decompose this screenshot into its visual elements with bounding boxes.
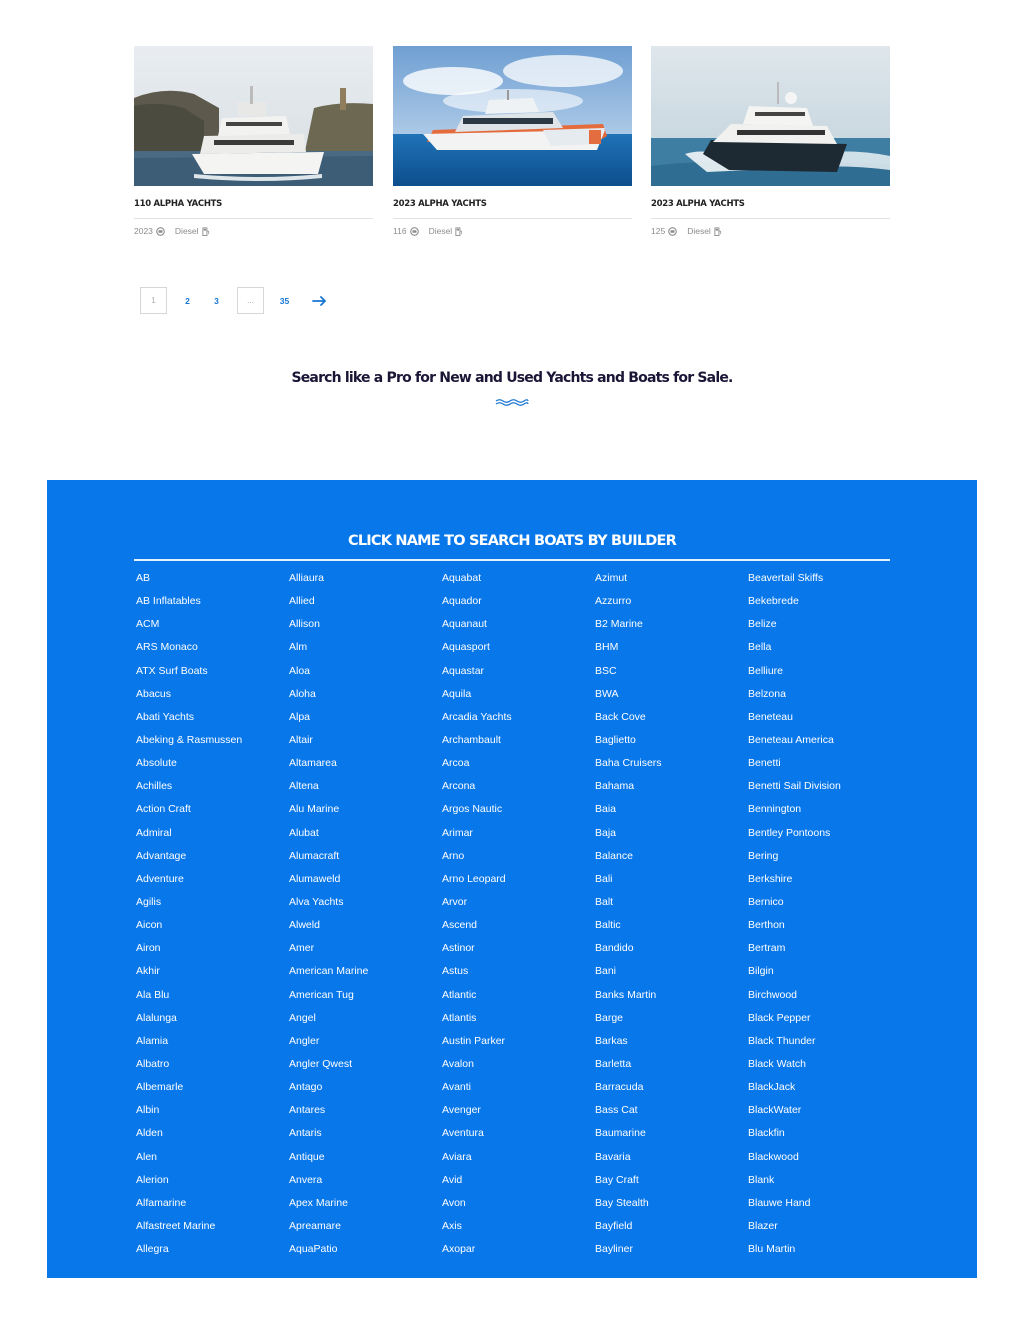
builder-link[interactable]: Bernico <box>748 895 784 908</box>
builder-link[interactable]: Baha Cruisers <box>595 757 662 770</box>
builder-link[interactable]: Blauwe Hand <box>748 1196 811 1209</box>
builder-link[interactable]: Aicon <box>136 919 163 932</box>
builder-link[interactable]: Bilgin <box>748 965 774 978</box>
builder-link[interactable]: Alerion <box>136 1173 169 1186</box>
builder-link[interactable]: Belzona <box>748 687 786 700</box>
builder-link[interactable]: Belliure <box>748 664 784 677</box>
fuel-pump-icon <box>714 227 722 236</box>
builder-link[interactable]: Alweld <box>289 919 320 932</box>
builder-link[interactable]: Ascend <box>442 919 478 932</box>
builder-link[interactable]: Arcadia Yachts <box>442 710 512 723</box>
builder-link[interactable]: Beneteau America <box>748 733 834 746</box>
builder-link[interactable]: Ala Blu <box>136 988 170 1001</box>
builder-link[interactable]: Admiral <box>136 826 172 839</box>
builder-link[interactable]: Bani <box>595 965 617 978</box>
builder-column <box>595 571 745 1265</box>
engine-icon <box>668 227 677 236</box>
builder-link[interactable]: Bandido <box>595 942 634 955</box>
builder-link[interactable]: Avon <box>442 1196 466 1209</box>
builder-link[interactable]: Arcoa <box>442 757 470 770</box>
listing-title[interactable]: 110 ALPHA YACHTS <box>134 199 222 209</box>
builder-link[interactable]: Alliaura <box>289 572 325 584</box>
builder-link[interactable]: Alpa <box>289 710 311 723</box>
builder-link[interactable]: Argos Nautic <box>442 803 503 816</box>
builder-link[interactable]: Bella <box>748 641 772 654</box>
builder-link[interactable]: Baja <box>595 826 617 839</box>
builder-link[interactable]: Apex Marine <box>289 1196 348 1209</box>
divider <box>134 218 373 219</box>
builder-link[interactable]: Arno <box>442 849 465 862</box>
builder-link[interactable]: Aquanaut <box>442 618 487 631</box>
builder-link[interactable]: Alden <box>136 1127 163 1140</box>
builder-link[interactable]: Bayliner <box>595 1243 633 1256</box>
builder-link[interactable]: Bali <box>595 872 613 885</box>
builder-link[interactable]: Baia <box>595 803 617 816</box>
listing-card[interactable] <box>134 46 373 237</box>
builder-link[interactable]: Aloa <box>289 664 311 677</box>
builder-link[interactable]: Albemarle <box>136 1081 184 1094</box>
listing-card[interactable] <box>393 46 632 237</box>
builder-link[interactable]: Belize <box>748 618 777 631</box>
builder-link[interactable]: Bass Cat <box>595 1104 638 1117</box>
builder-link[interactable]: BWA <box>595 687 619 700</box>
builder-link[interactable]: Berkshire <box>748 872 793 885</box>
builder-link[interactable]: BlackWater <box>748 1104 802 1117</box>
builder-link[interactable]: Aviara <box>442 1150 472 1163</box>
builder-link[interactable]: Alva Yachts <box>289 895 344 908</box>
builder-link[interactable]: Abati Yachts <box>136 710 194 723</box>
builder-link[interactable]: Black Pepper <box>748 1011 811 1024</box>
builder-link[interactable]: American Tug <box>289 988 354 1001</box>
builder-link[interactable]: Allied <box>289 595 315 608</box>
builder-link[interactable]: Alalunga <box>136 1011 177 1024</box>
builder-link[interactable]: Barkas <box>595 1034 628 1047</box>
builder-link[interactable]: Azimut <box>595 572 628 584</box>
fuel-value: Diesel <box>687 226 711 236</box>
builder-link[interactable]: BlackJack <box>748 1081 796 1094</box>
builder-link[interactable]: Absolute <box>136 757 177 770</box>
wave-divider-icon <box>495 398 529 406</box>
builder-link[interactable]: Bahama <box>595 780 635 793</box>
builder-link[interactable]: Barletta <box>595 1057 632 1070</box>
builder-link[interactable]: Benetti Sail Division <box>748 780 841 793</box>
listing-card[interactable] <box>651 46 890 237</box>
builder-column <box>289 571 439 1265</box>
builder-link[interactable]: Baltic <box>595 919 621 932</box>
builder-link[interactable]: Blu Martin <box>748 1243 796 1256</box>
builder-link[interactable]: Arimar <box>442 826 473 839</box>
builder-directory-title: CLICK NAME TO SEARCH BOATS BY BUILDER <box>347 533 676 549</box>
page-current: 1 <box>140 287 167 314</box>
builder-link[interactable]: Abacus <box>136 687 172 700</box>
builder-link[interactable]: Alumaweld <box>289 872 341 885</box>
builder-link[interactable]: Black Watch <box>748 1057 806 1070</box>
engine-icon <box>410 227 419 236</box>
builder-link[interactable]: Arvor <box>442 895 468 908</box>
builder-link[interactable]: Agilis <box>136 895 162 908</box>
page-link-2[interactable]: 2 <box>185 295 190 306</box>
builder-link[interactable]: Altair <box>289 733 313 746</box>
builder-column <box>442 571 592 1265</box>
builder-link[interactable]: Astus <box>442 965 469 978</box>
builder-link[interactable]: Baglietto <box>595 733 636 746</box>
builder-column <box>748 571 898 1265</box>
builder-link[interactable]: Axis <box>442 1219 462 1232</box>
builder-link[interactable]: Bentley Pontoons <box>748 826 831 839</box>
builder-link[interactable]: Avenger <box>442 1104 481 1117</box>
builder-link[interactable]: Barge <box>595 1011 624 1024</box>
builder-link[interactable]: Bay Stealth <box>595 1196 649 1209</box>
builder-link[interactable]: Baumarine <box>595 1127 646 1140</box>
builder-link[interactable]: Archambault <box>442 733 501 746</box>
builder-link[interactable]: Allegra <box>136 1243 169 1256</box>
builder-link[interactable]: Antique <box>289 1150 325 1163</box>
divider <box>134 559 890 561</box>
builder-link[interactable]: Azzurro <box>595 595 632 608</box>
divider <box>393 218 632 219</box>
builder-link[interactable]: Apreamare <box>289 1219 341 1232</box>
yacht-photo[interactable] <box>134 46 373 186</box>
builder-link[interactable]: ARS Monaco <box>136 641 198 654</box>
builder-link[interactable]: Birchwood <box>748 988 798 1001</box>
builder-link[interactable]: Angler <box>289 1034 320 1047</box>
listing-spec <box>393 225 419 237</box>
builder-link[interactable]: Barracuda <box>595 1081 644 1094</box>
builder-link[interactable]: Alubat <box>289 826 319 839</box>
listing-specs <box>651 225 890 237</box>
builder-link[interactable]: Beavertail Skiffs <box>748 572 824 584</box>
builder-link[interactable]: Atlantic <box>442 988 477 1001</box>
builder-link[interactable]: Aquila <box>442 687 472 700</box>
builder-link[interactable]: AquaPatio <box>289 1243 338 1256</box>
builder-link[interactable]: BHM <box>595 641 619 654</box>
builder-link[interactable]: ATX Surf Boats <box>136 664 208 677</box>
builder-link[interactable]: Banks Martin <box>595 988 657 1001</box>
listing-fuel <box>687 225 722 237</box>
builder-link[interactable]: Avid <box>442 1173 463 1186</box>
builder-link[interactable]: Aquasport <box>442 641 490 654</box>
builder-link[interactable]: Aquastar <box>442 664 485 677</box>
builder-link[interactable]: Avanti <box>442 1081 471 1094</box>
spec-value: 116 <box>393 226 407 236</box>
builder-link[interactable]: Anvera <box>289 1173 323 1186</box>
builder-link[interactable]: Albin <box>136 1104 160 1117</box>
builder-link[interactable]: Antago <box>289 1081 323 1094</box>
page-ellipsis: ... <box>237 287 264 314</box>
builder-link[interactable]: Altena <box>289 780 319 793</box>
builder-link[interactable]: Alm <box>289 641 308 654</box>
builder-link[interactable]: Arno Leopard <box>442 872 506 885</box>
builder-link[interactable]: Antares <box>289 1104 326 1117</box>
builder-link[interactable]: Balance <box>595 849 633 862</box>
builder-link[interactable]: Blackwood <box>748 1150 799 1163</box>
listing-specs <box>134 225 373 237</box>
divider <box>651 218 890 219</box>
spec-value: 125 <box>651 226 666 236</box>
builder-link[interactable]: Airon <box>136 942 161 955</box>
builder-link[interactable]: Advantage <box>136 849 187 862</box>
builder-link[interactable]: Berthon <box>748 919 785 932</box>
builder-link[interactable]: Astinor <box>442 942 475 955</box>
listing-spec <box>134 225 165 237</box>
builder-link[interactable]: Beneteau <box>748 710 793 723</box>
builder-link[interactable]: Antaris <box>289 1127 322 1140</box>
section-heading: Search like a Pro for New and Used Yachts and Boats for Sale. <box>291 370 733 386</box>
yacht-photo[interactable] <box>393 46 632 186</box>
builder-link[interactable]: Arcona <box>442 780 476 793</box>
builder-link[interactable]: Alamia <box>136 1034 169 1047</box>
spec-value: 2023 <box>134 226 153 236</box>
builder-link[interactable]: Angel <box>289 1011 316 1024</box>
builder-link[interactable]: Adventure <box>136 872 184 885</box>
builder-link[interactable]: Bennington <box>748 803 802 816</box>
builder-link[interactable]: Axopar <box>442 1243 476 1256</box>
listing-fuel <box>429 225 464 237</box>
builder-directory <box>47 480 977 1278</box>
builder-link[interactable]: Bering <box>748 849 779 862</box>
yacht-photo[interactable] <box>651 46 890 186</box>
engine-icon <box>156 227 165 236</box>
fuel-pump-icon <box>455 227 463 236</box>
builder-link[interactable]: Back Cove <box>595 710 646 723</box>
builder-link[interactable]: Angler Qwest <box>289 1057 353 1070</box>
page-link-last[interactable]: 35 <box>279 295 290 306</box>
pagination <box>140 287 334 314</box>
builder-link[interactable]: Bekebrede <box>748 595 799 608</box>
builder-link[interactable]: Blackfin <box>748 1127 785 1140</box>
builder-link[interactable]: Blazer <box>748 1219 778 1232</box>
builder-link[interactable]: Benetti <box>748 757 781 770</box>
next-page-button[interactable] <box>304 287 334 314</box>
listing-title[interactable]: 2023 ALPHA YACHTS <box>651 199 745 209</box>
builder-link[interactable]: American Marine <box>289 965 369 978</box>
builder-link[interactable]: Allison <box>289 618 320 631</box>
builder-link[interactable]: Alu Marine <box>289 803 340 816</box>
builder-link[interactable]: Achilles <box>136 780 173 793</box>
builder-link[interactable]: Alen <box>136 1150 158 1163</box>
listing-spec <box>651 225 677 237</box>
fuel-value: Diesel <box>428 226 453 236</box>
builder-link[interactable]: Austin Parker <box>442 1034 506 1047</box>
builder-link[interactable]: Aventura <box>442 1127 484 1140</box>
builder-link[interactable]: Action Craft <box>136 803 191 816</box>
fuel-value: Diesel <box>174 226 199 236</box>
fuel-pump-icon <box>202 227 210 236</box>
builder-link[interactable]: Bay Craft <box>595 1173 639 1186</box>
builder-link[interactable]: AB Inflatables <box>136 595 201 608</box>
builder-link[interactable]: Blank <box>748 1173 775 1186</box>
builder-link[interactable]: Aquador <box>442 595 482 608</box>
listing-grid <box>134 46 891 246</box>
builder-link[interactable]: Akhir <box>136 965 160 978</box>
builder-link[interactable]: Aquabat <box>442 572 482 584</box>
builder-link[interactable]: Balt <box>595 895 614 908</box>
builder-link[interactable]: Amer <box>289 942 315 955</box>
builder-link[interactable]: Bayfield <box>595 1219 633 1232</box>
builder-link[interactable]: Black Thunder <box>748 1034 816 1047</box>
builder-link[interactable]: AB <box>136 572 151 584</box>
builder-link[interactable]: Aloha <box>289 687 316 700</box>
builder-link[interactable]: Atlantis <box>442 1011 477 1024</box>
builder-column <box>136 571 286 1265</box>
builder-link[interactable]: Alumacraft <box>289 849 340 862</box>
builder-link[interactable]: Bertram <box>748 942 786 955</box>
builder-link[interactable]: Alfastreet Marine <box>136 1219 216 1232</box>
arrow-right-icon <box>312 296 327 306</box>
builder-link[interactable]: Altamarea <box>289 757 337 770</box>
builder-link[interactable]: Avalon <box>442 1057 474 1070</box>
page-link-3[interactable]: 3 <box>214 295 219 306</box>
builder-link[interactable]: B2 Marine <box>595 618 643 631</box>
builder-link[interactable]: Bavaria <box>595 1150 631 1163</box>
builder-link[interactable]: ACM <box>136 618 160 631</box>
builder-link[interactable]: BSC <box>595 664 617 677</box>
listing-fuel <box>175 225 210 237</box>
builder-link[interactable]: Abeking & Rasmussen <box>136 733 243 746</box>
builder-link[interactable]: Alfamarine <box>136 1196 187 1209</box>
builder-link[interactable]: Albatro <box>136 1057 170 1070</box>
listing-specs <box>393 225 632 237</box>
listing-title[interactable]: 2023 ALPHA YACHTS <box>393 199 487 209</box>
